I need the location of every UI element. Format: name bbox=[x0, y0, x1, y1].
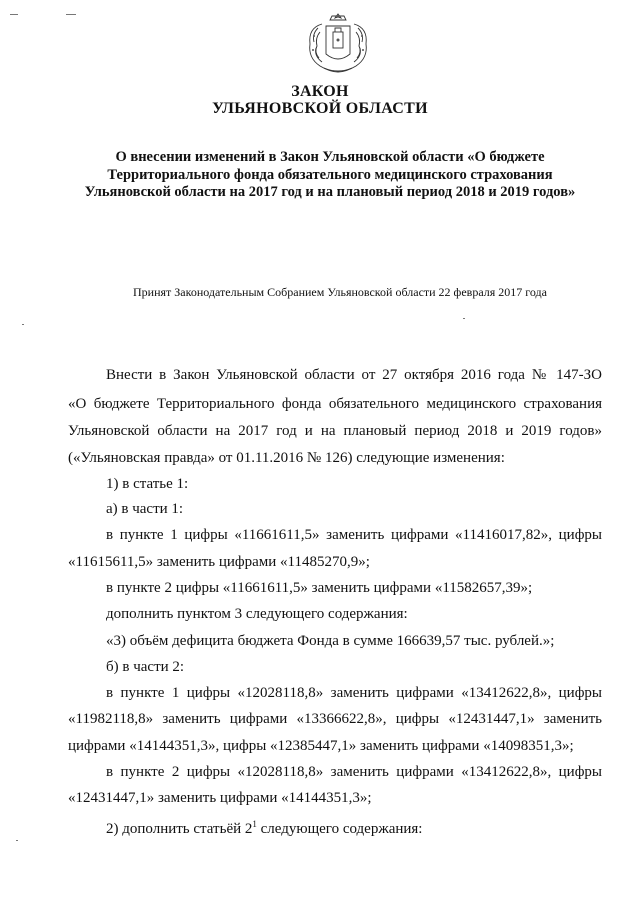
document-heading: О внесении изменений в Закон Ульяновской области «О бюджете Территориального фонда обязательного медицинского страхования Ульяновской области на 2017 год и на плановый период 2018 и 2019 годов» bbox=[84, 149, 576, 200]
paragraph-line: «12431447,1» заменить цифрами «14144351,3»; bbox=[68, 790, 372, 806]
paragraph-line: в пункте 2 цифры «12028118,8» заменить цифрами «13412622,8», цифры bbox=[106, 764, 602, 780]
item2-text-suffix: следующего содержания: bbox=[256, 821, 423, 837]
document-title-line2: УЛЬЯНОВСКОЙ ОБЛАСТИ bbox=[212, 100, 428, 117]
list-item bbox=[106, 815, 602, 838]
paragraph-line: дополнить пунктом 3 следующего содержания: bbox=[106, 606, 408, 622]
scan-speck bbox=[16, 840, 18, 841]
intro-line: Ульяновской области на 2017 год и на плановый период 2018 и 2019 годов» bbox=[68, 423, 602, 439]
document-title-line1: ЗАКОН bbox=[291, 83, 349, 100]
paragraph-line: в пункте 1 цифры «11661611,5» заменить цифрами «11416017,82», цифры bbox=[106, 527, 602, 543]
item2-text: 2) дополнить статьёй 2 bbox=[106, 821, 253, 837]
coat-of-arms-icon bbox=[300, 10, 376, 76]
scan-speck bbox=[10, 14, 18, 15]
intro-line: («Ульяновская правда» от 01.11.2016 № 126) следующие изменения: bbox=[68, 450, 505, 466]
paragraph-line: «11982118,8» заменить цифрами «13366622,8», цифры «12431447,1» заменить bbox=[68, 711, 602, 727]
scan-speck bbox=[66, 14, 76, 15]
adoption-note: Принят Законодательным Собранием Ульяновской области 22 февраля 2017 года bbox=[133, 285, 547, 299]
intro-line: «О бюджете Территориального фонда обязательного медицинского страхования bbox=[68, 396, 602, 412]
article-superscript: 1 bbox=[252, 819, 257, 829]
scan-speck bbox=[22, 324, 24, 325]
list-item: б) в части 2: bbox=[106, 659, 185, 675]
list-item: а) в части 1: bbox=[106, 501, 184, 517]
paragraph-line: в пункте 2 цифры «11661611,5» заменить цифрами «11582657,39»; bbox=[106, 580, 533, 596]
intro-line: Внести в Закон Ульяновской области от 27 октября 2016 года № 147-ЗО bbox=[106, 367, 602, 383]
paragraph-line: «11615611,5» заменить цифрами «11485270,9»; bbox=[68, 554, 370, 570]
paragraph-line: «3) объём дефицита бюджета Фонда в сумме 166639,57 тыс. рублей.»; bbox=[106, 633, 555, 649]
list-item: 1) в статье 1: bbox=[106, 476, 189, 492]
paragraph-line: цифрами «14144351,3», цифры «12385447,1» заменить цифрами «14098351,3»; bbox=[68, 738, 574, 754]
paragraph-line: в пункте 1 цифры «12028118,8» заменить цифрами «13412622,8», цифры bbox=[106, 685, 602, 701]
scan-speck bbox=[463, 318, 465, 319]
